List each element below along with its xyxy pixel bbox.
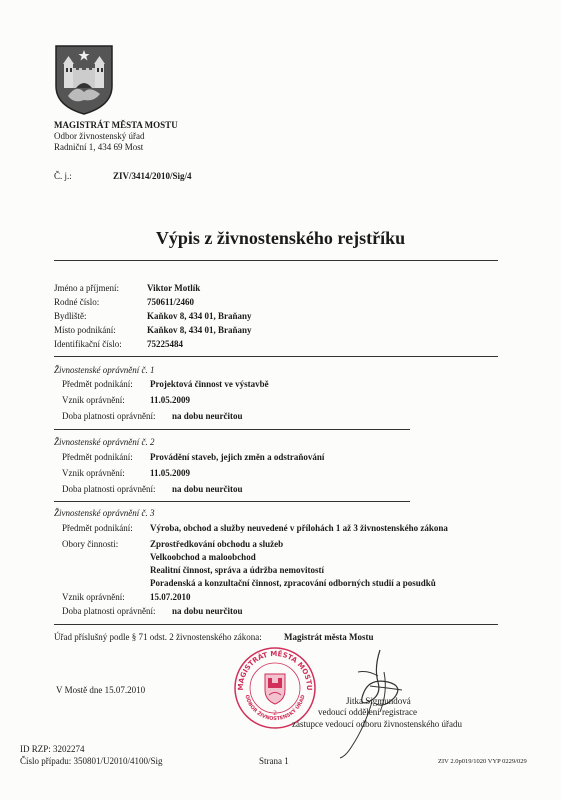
license-2-origin-value: 11.05.2009 [150,468,191,478]
license-1-subject-label: Předmět podnikání: [62,379,133,389]
divider [54,260,498,261]
license-3-field-item: Realitní činnost, správa a údržba nemovitostí [150,565,325,575]
rzp-id: ID RZP: 3202274 [20,744,85,754]
license-1-validity-label: Doba platnosti oprávnění: [62,411,156,421]
stamp-top-text: MAGISTRÁT MĚSTA MOSTU [236,649,314,691]
license-3-heading: Živnostenské oprávnění č. 3 [54,508,155,518]
business-place-label: Místo podnikání: [54,325,116,335]
license-3-validity-value: na dobu neurčitou [172,606,243,616]
license-1-subject-value: Projektová činnost ve výstavbě [150,379,269,389]
license-1-validity-value: na dobu neurčitou [172,411,243,421]
office-address: Radniční 1, 434 69 Most [54,142,144,152]
license-3-fields-label: Obory činnosti: [62,539,119,549]
name-value: Viktor Motlík [147,283,201,293]
license-2-validity-value: na dobu neurčitou [172,484,243,494]
authority-value: Magistrát města Mostu [284,632,374,642]
place-date: V Mostě dne 15.07.2010 [56,685,146,695]
residence-label: Bydliště: [54,311,87,321]
license-3-origin-label: Vznik oprávnění: [62,592,125,602]
id-number-value: 75225484 [147,339,183,349]
official-stamp [233,646,317,730]
document-title: Výpis z živnostenského rejstříku [155,228,406,248]
license-2-subject-value: Provádění staveb, jejich změn a odstraňování [150,452,325,462]
stamp-bottom-text: ODBOR ŽIVNOSTENSKÝ ÚŘAD [243,694,307,723]
license-3-validity-label: Doba platnosti oprávnění: [62,606,156,616]
license-3-field-item: Velkoobchod a maloobchod [150,552,256,562]
divider [54,501,410,502]
case-number: Číslo případu: 350801/U2010/4100/Sig [20,756,163,766]
license-3-field-item: Zprostředkování obchodu a služeb [150,539,284,549]
business-place-value: Kaňkov 8, 434 01, Braňany [147,325,252,335]
license-1-heading: Živnostenské oprávnění č. 1 [54,365,155,375]
license-2-validity-label: Doba platnosti oprávnění: [62,484,156,494]
office-name: MAGISTRÁT MĚSTA MOSTU [54,120,178,130]
reference-label: Č. j.: [54,171,72,181]
license-1-origin-value: 11.05.2009 [150,395,191,405]
license-3-subject-value: Výroba, obchod a služby neuvedené v přílohách 1 až 3 živnostenského zákona [150,523,448,533]
license-2-heading: Živnostenské oprávnění č. 2 [54,437,155,447]
residence-value: Kaňkov 8, 434 01, Braňany [147,311,252,321]
reference-number: ZIV/3414/2010/Sig/4 [113,171,192,181]
department: Odbor živnostenský úřad [54,131,145,141]
authority-text: Úřad příslušný podle § 71 odst. 2 živnostenského zákona: [54,632,262,642]
divider [54,356,498,357]
signatory-name: Jitka Sigmundová [346,696,411,706]
coat-of-arms-logo [54,44,114,116]
page-number: Strana 1 [259,756,289,766]
birth-number-value: 750611/2460 [147,297,195,307]
signatory-role-deputy: zástupce vedoucí odboru živnostenského úřadu [292,719,462,729]
license-3-subject-label: Předmět podnikání: [62,523,133,533]
form-code: ZIV 2.0p019/1020 VYP 0229/029 [438,758,527,765]
birth-number-label: Rodné číslo: [54,297,100,307]
license-2-subject-label: Předmět podnikání: [62,452,133,462]
license-3-origin-value: 15.07.2010 [150,592,191,602]
divider [54,429,410,430]
license-1-origin-label: Vznik oprávnění: [62,395,125,405]
stamp-number: 2 [273,710,277,717]
license-3-field-item: Poradenská a konzultační činnost, zpracování odborných studií a posudků [150,578,436,588]
signatory-role: vedoucí oddělení registrace [318,707,417,717]
license-2-origin-label: Vznik oprávnění: [62,468,125,478]
divider [54,624,498,625]
name-label: Jméno a příjmení: [54,283,119,293]
id-number-label: Identifikační číslo: [54,339,122,349]
